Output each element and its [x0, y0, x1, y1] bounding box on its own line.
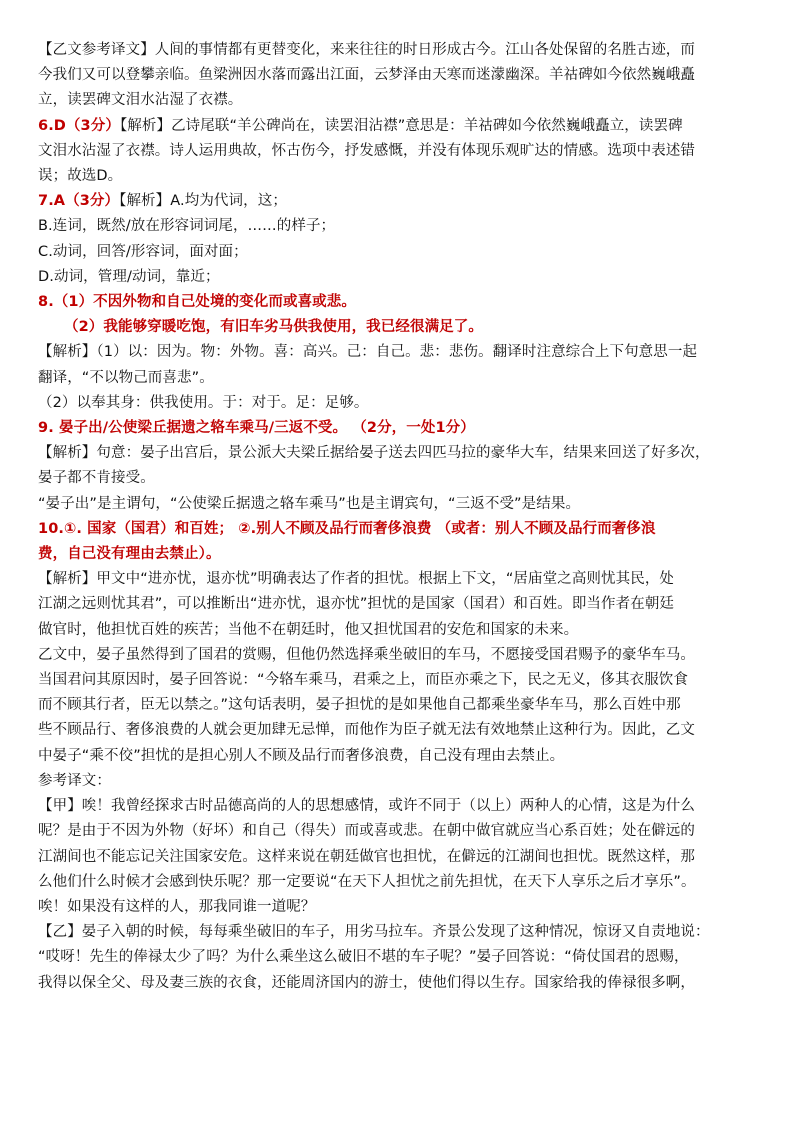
text-line [38, 340, 758, 365]
text-line [38, 265, 758, 290]
answer-label: 6.D（3分） [38, 117, 120, 134]
body-text: 翻译，“不以物己而喜悲”。 [38, 369, 214, 386]
body-text: D.动词，管理/动词，靠近； [38, 268, 220, 285]
text-line [38, 315, 758, 340]
text-line [38, 38, 758, 63]
text-line [38, 517, 758, 542]
body-text: （2）以奉其身：供我使用。于：对于。足：足够。 [38, 394, 369, 411]
text-line [38, 718, 758, 743]
body-text: 些不顾品行、奢侈浪费的人就会更加肆无忌惮，而他作为臣子就无法有效地禁止这种行为。因此，乙文 [38, 722, 695, 739]
answer-text: 10.①. 国家（国君）和百姓； ②.别人不顾及品行而奢侈浪费 （或者：别人不顾及品行而奢侈浪 [38, 520, 656, 537]
text-line [38, 164, 758, 189]
text-line [38, 391, 758, 416]
text-line [38, 63, 758, 88]
text-line [38, 567, 758, 592]
body-text: C.动词，回答/形容词，面对面； [38, 243, 248, 260]
body-text: 我得以保全父、母及妻三族的衣食，还能周济国内的游士，使他们得以生存。国家给我的俸禄很多啊， [38, 974, 695, 991]
document-page [38, 38, 758, 996]
body-text: 晏子都不肯接受。 [38, 470, 155, 487]
answer-text: 8.（1）不因外物和自己处境的变化而或喜或悲。 [38, 294, 356, 311]
text-line [38, 870, 758, 895]
text-line [38, 945, 758, 970]
body-text: 参考译文： [38, 772, 111, 789]
body-text: 而不顾其行者，臣无以禁之。”这句话表明，晏子担忧的是如果他自己都乘坐豪华车马，那么百姓中那 [38, 697, 681, 714]
text-line [38, 441, 758, 466]
text-line [38, 744, 758, 769]
text-line [38, 214, 758, 239]
text-line [38, 416, 758, 441]
body-text: 【乙文参考译文】人间的事情都有更替变化，来来往往的时日形成古今。江山各处保留的名胜古迹，而 [38, 42, 695, 58]
body-text: 文泪水沾湿了衣襟。诗人运用典故，怀古伤今，抒发感慨，并没有体现乐观旷达的情感。选项中表述错 [38, 142, 695, 159]
text-line [38, 139, 758, 164]
text-line [38, 794, 758, 819]
body-text: “哎呀！先生的俸禄太少了吗？为什么乘坐这么破旧不堪的车子呢？”晏子回答说：“倚仗国君的恩赐， [38, 949, 689, 966]
body-text: 中晏子“乘不佼”担忧的是担心别人不顾及品行而奢侈浪费，自己没有理由去禁止。 [38, 747, 565, 764]
body-text: 【甲】唉！我曾经探求古时品德高尚的人的思想感情，或许不同于（以上）两种人的心情，这是为什么 [38, 798, 695, 815]
body-text: 当国君问其原因时，晏子回答说：“今辂车乘马，君乘之上，而臣亦乘之下，民之无义，侈其衣服饮食 [38, 672, 689, 689]
body-text: “晏子出”是主谓句，“公使梁丘据遗之辂车乘马”也是主谓宾句，“三返不受”是结果。 [38, 495, 581, 512]
answer-explanation: 【解析】乙诗尾联“羊公碑尚在，读罢泪沾襟”意思是：羊祜碑如今依然巍峨矗立，读罢碑 [119, 117, 683, 134]
body-text: 【解析】甲文中“进亦忧，退亦忧”明确表达了作者的担忧。根据上下文，“居庙堂之高则忧其民，处 [38, 571, 675, 588]
text-line [38, 920, 758, 945]
body-text: 乙文中，晏子虽然得到了国君的赏赐，但他仍然选择乘坐破旧的车马，不愿接受国君赐予的豪华车马。 [38, 646, 695, 663]
body-text: 做官时，他担忧百姓的疾苦；当他不在朝廷时，他又担忧国君的安危和国家的未来。 [38, 621, 579, 638]
body-text: B.连词，既然/放在形容词词尾，……的样子； [38, 218, 336, 235]
text-line [38, 366, 758, 391]
body-text: 【解析】句意：晏子出宫后，景公派大夫梁丘据给晏子送去四匹马拉的豪华大车，结果来回送了好多次， [38, 445, 710, 462]
body-text: 呢？是由于不因为外物（好坏）和自己（得失）而或喜或悲。在朝中做官就应当心系百姓；处在僻远的 [38, 823, 695, 840]
text-line [38, 693, 758, 718]
body-text: 今我们又可以登攀亲临。鱼梁洲因水落而露出江面，云梦泽由天寒而迷濛幽深。羊祜碑如今依然巍峨矗 [38, 67, 695, 84]
text-line [38, 895, 758, 920]
text-line [38, 240, 758, 265]
text-line [38, 668, 758, 693]
answer-explanation: 【解析】A.均为代词，这； [119, 193, 287, 210]
text-line [38, 542, 758, 567]
text-line [38, 845, 758, 870]
body-text: 唉！如果没有这样的人，那我同谁一道呢？ [38, 898, 316, 915]
answer-text: 9. 晏子出/公使梁丘据遗之辂车乘马/三返不受。 （2分，一处1分） [38, 420, 475, 437]
text-line [38, 189, 758, 214]
body-text: 么他们什么时候才会感到快乐呢？那一定要说“在天下人担忧之前先担忧，在天下人享乐之后才享乐”。 [38, 873, 696, 890]
text-line [38, 290, 758, 315]
text-line [38, 88, 758, 113]
text-line [38, 492, 758, 517]
text-line [38, 466, 758, 491]
body-text: 【解析】（1）以：因为。物：外物。喜：高兴。己：自己。悲：悲伤。翻译时注意综合上下句意思一起 [38, 344, 698, 361]
answer-text: 费，自己没有理由去禁止）。 [38, 546, 221, 563]
text-line [38, 592, 758, 617]
text-line [38, 618, 758, 643]
answer-text: （2）我能够穿暖吃饱，有旧车劣马供我使用，我已经很满足了。 [64, 319, 483, 336]
answer-label: 7.A（3分） [38, 193, 120, 210]
body-text: 误；故选D。 [38, 168, 123, 185]
text-line [38, 971, 758, 996]
text-line [38, 643, 758, 668]
text-line [38, 819, 758, 844]
body-text: 【乙】晏子入朝的时候，每每乘坐破旧的车子，用劣马拉车。齐景公发现了这种情况，惊讶又自责地说： [38, 924, 710, 941]
text-line [38, 114, 758, 139]
text-line [38, 769, 758, 794]
body-text: 立，读罢碑文泪水沾湿了衣襟。 [38, 92, 243, 109]
body-text: 江湖之远则忧其君”，可以推断出“进亦忧，退亦忧”担忧的是国家（国君）和百姓。即当作者在朝廷 [38, 596, 675, 613]
body-text: 江湖间也不能忘记关注国家安危。这样来说在朝廷做官也担忧，在僻远的江湖间也担忧。既然这样，那 [38, 848, 695, 865]
